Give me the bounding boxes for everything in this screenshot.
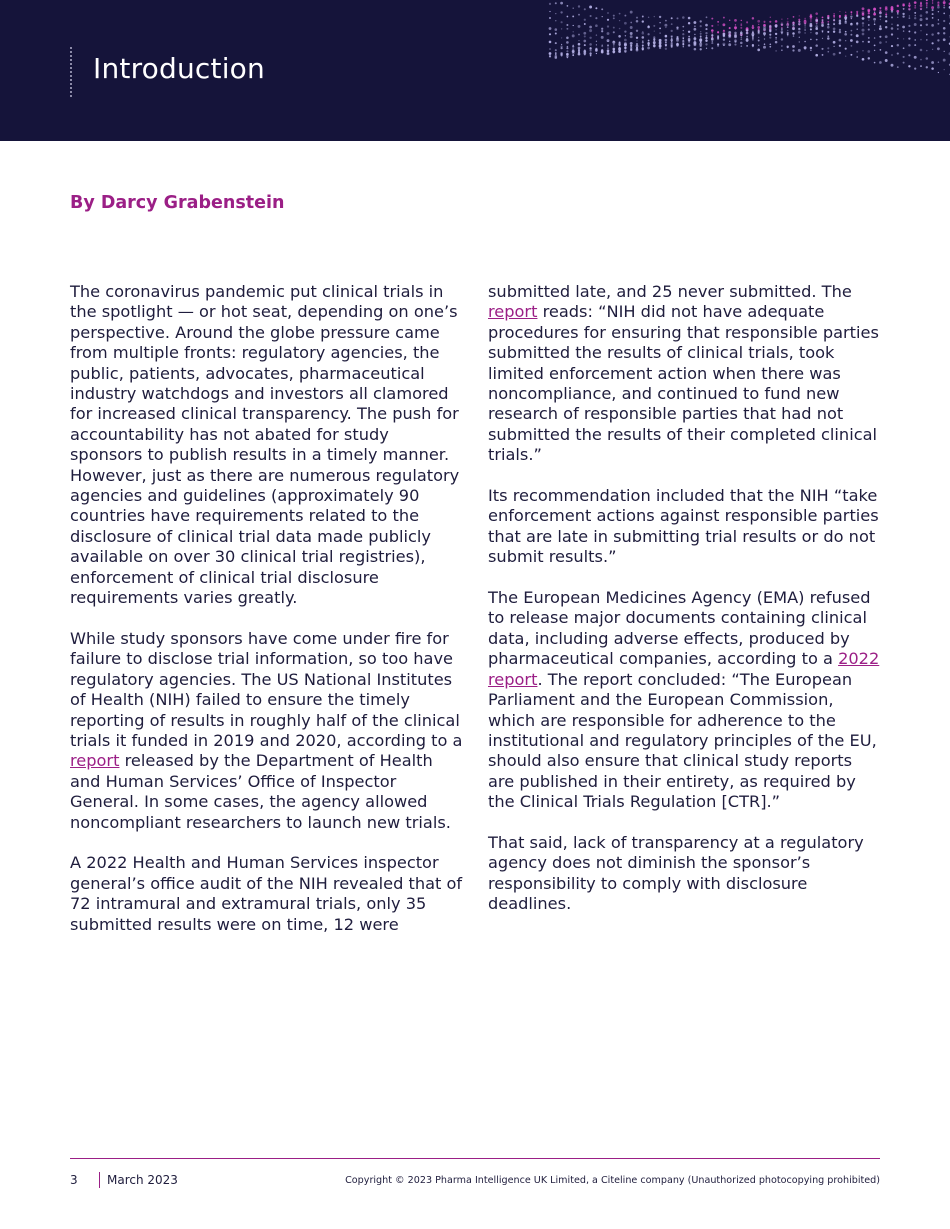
author-byline: By Darcy Grabenstein	[70, 193, 285, 213]
footer-separator	[99, 1172, 100, 1188]
article-column-right	[488, 282, 883, 935]
ema-report-link[interactable]: 2022 report	[488, 649, 880, 689]
paragraph-2	[70, 629, 465, 833]
footer-divider	[70, 1158, 880, 1159]
paragraph-3-start: A 2022 Health and Human Services inspector general’s office audit of the NIH revealed that of 72 intramural and extramural trials, only 35 submitted results were on time, 12 were	[70, 853, 463, 934]
copyright-notice: Copyright © 2023 Pharma Intelligence UK Limited, a Citeline company (Unauthorized photocopying prohibited)	[345, 1175, 880, 1186]
article-column-left	[70, 282, 465, 955]
paragraph-5-text-end: . The report concluded: “The European Parliament and the European Commission, which are responsible for adherence to the institutional and regulatory principles of the EU, should also ensure that clinical study reports are published in their entirety, as required by the Clinical Trials Regulation [CTR].”	[488, 669, 877, 812]
paragraph-4: Its recommendation included that the NIH “take enforcement actions against responsible parties that are late in submitting trial results or do not submit results.”	[488, 486, 879, 567]
audit-report-link[interactable]: report	[488, 302, 538, 322]
page-header	[0, 0, 950, 141]
paragraph-2-text: While study sponsors have come under fire for failure to disclose trial information, so too have regulatory agencies. The US National Institutes of Health (NIH) failed to ensure the timely reporting of results in roughly half of the clinical trials it funded in 2019 and 2020, according to a	[70, 628, 463, 750]
header-dotted-rule	[70, 47, 72, 97]
paragraph-5-text: The European Medicines Agency (EMA) refused to release major documents containing clinical data, including adverse effects, produced by pharmaceutical companies, according to a	[488, 588, 871, 669]
paragraph-2-text-end: released by the Department of Health and Human Services’ Office of Inspector General. In some cases, the agency allowed noncompliant researchers to launch new trials.	[70, 751, 451, 832]
paragraph-5	[488, 588, 883, 812]
paragraph-6: That said, lack of transparency at a regulatory agency does not diminish the sponsor’s responsibility to comply with disclosure deadlines.	[488, 832, 864, 914]
paragraph-3-continued: submitted late, and 25 never submitted. The report reads: “NIH did not have adequate procedures for ensuring that responsible parties submitted the results of clinical trials, took limited enforcement action when there was noncompliance, and continued to fund new research of responsible parties that had not submitted the results of their completed clinical trials.”	[488, 282, 879, 465]
report-link[interactable]: report	[70, 751, 120, 771]
page-title: Introduction	[93, 52, 265, 85]
footer-date: March 2023	[107, 1173, 178, 1187]
page-number: 3	[70, 1173, 78, 1187]
decorative-particle-wave	[540, 0, 950, 141]
paragraph-3-text-end: reads: “NIH did not have adequate procedures for ensuring that responsible parties submitted the results of clinical trials, took limited enforcement action when there was noncompliance, and continued to fund new research of responsible parties that had not submitted the results of their completed clinical trials.”	[488, 302, 879, 465]
paragraph-1: The coronavirus pandemic put clinical trials in the spotlight — or hot seat, depending on one’s perspective. Around the globe pressure came from multiple fronts: regulatory agencies, the public, patients, advocates, pharmaceutical industry watchdogs and investors all clamored for increased clinical transparency. The push for accountability has not abated for study sponsors to publish results in a timely manner. However, just as there are numerous regulatory agencies and guidelines (approximately 90 countries have requirements related to the disclosure of clinical trial data made publicly available on over 30 clinical trial registries), enforcement of clinical trial disclosure requirements varies greatly.	[70, 282, 460, 608]
